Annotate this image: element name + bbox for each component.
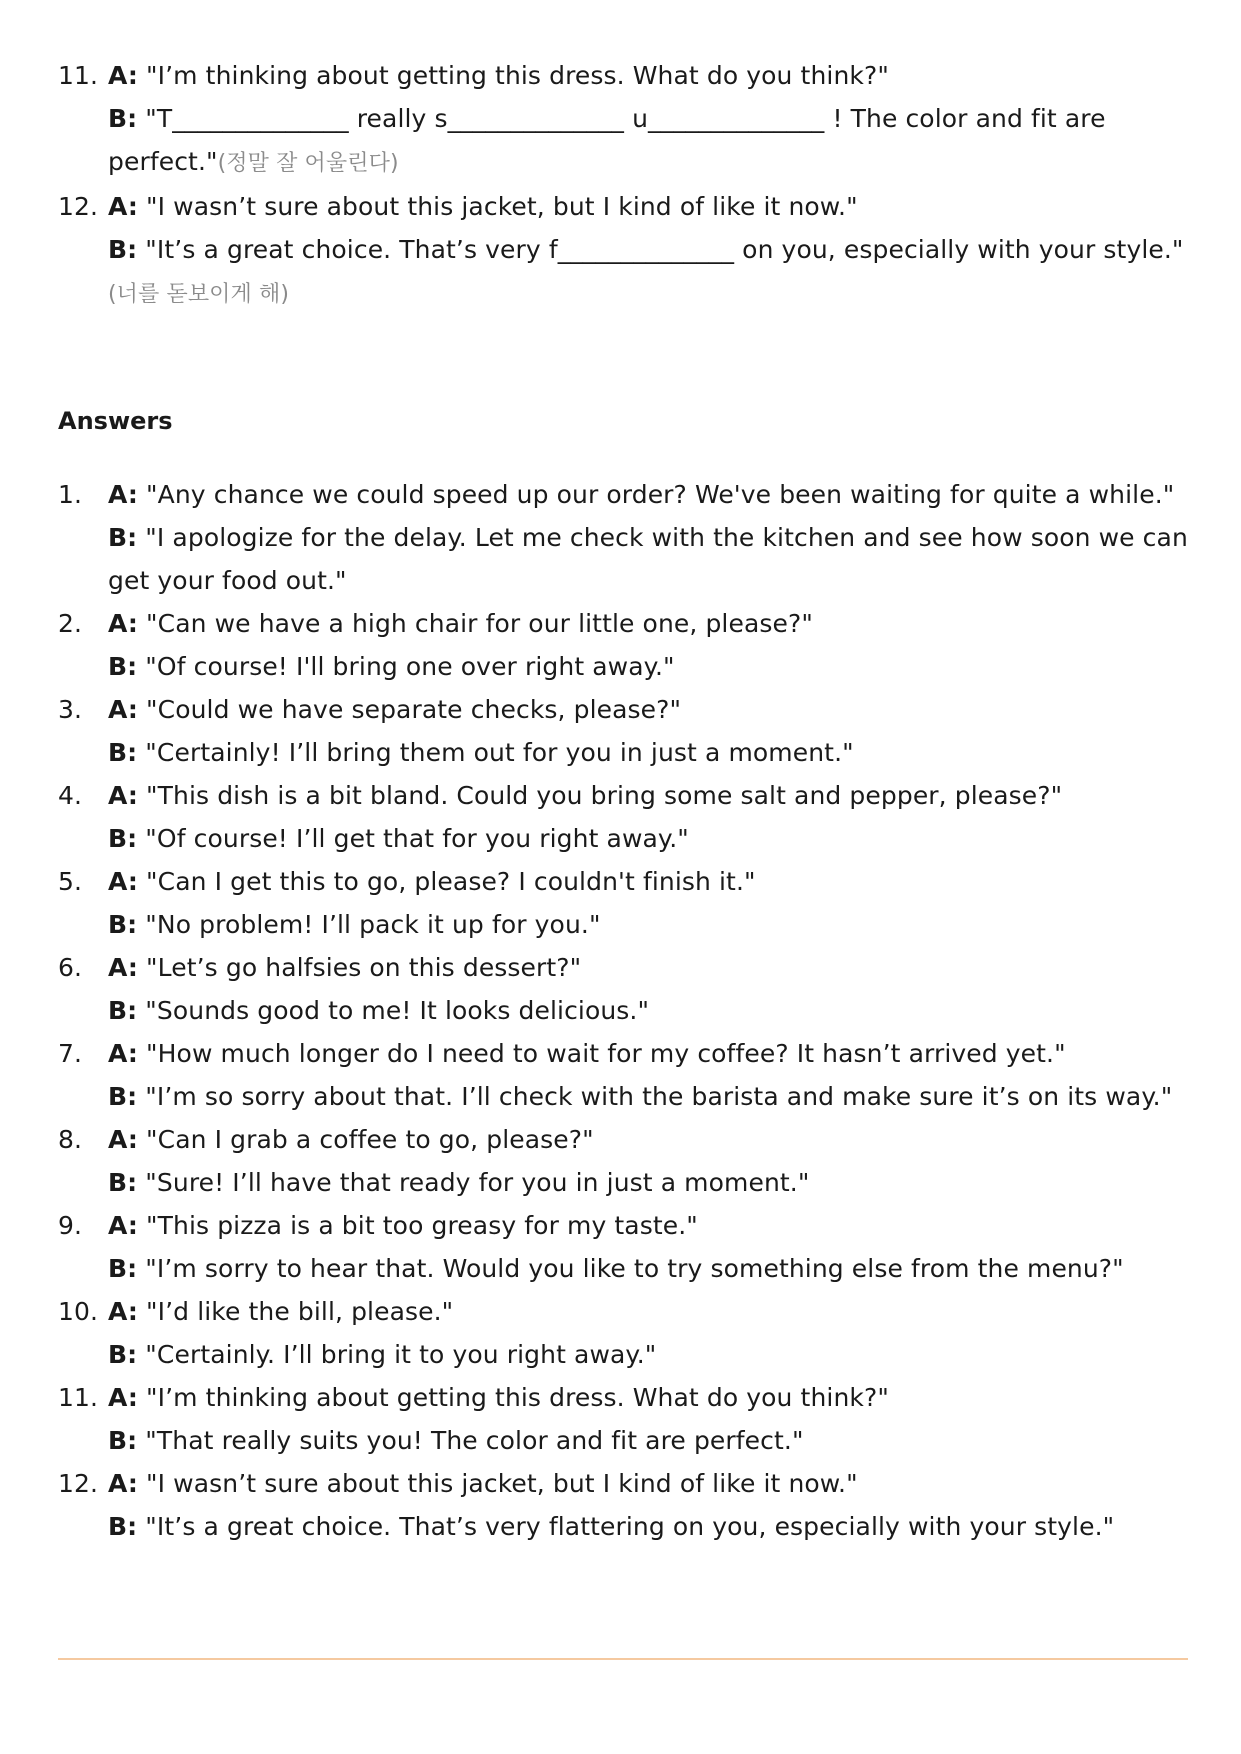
speaker-b-label: B:: [108, 1254, 138, 1283]
speaker-b-label: B:: [108, 235, 138, 264]
speaker-b-text: "That really suits you! The color and fit are perfect.": [137, 1426, 804, 1455]
speaker-a-line: [108, 1462, 1188, 1505]
speaker-b-label: B:: [108, 1168, 138, 1197]
speaker-a-label: A:: [108, 781, 139, 810]
answer-item: [58, 1032, 1188, 1118]
speaker-a-text: "I’d like the bill, please.": [138, 1297, 454, 1326]
speaker-a-label: A:: [108, 480, 139, 509]
speaker-b-line: [108, 903, 1188, 946]
speaker-a-text: "Let’s go halfsies on this dessert?": [138, 953, 582, 982]
speaker-b-line: [108, 228, 1188, 316]
speaker-b-label: B:: [108, 738, 138, 767]
speaker-a-text: "I’m thinking about getting this dress. What do you think?": [138, 61, 889, 90]
answers-list: [58, 473, 1188, 1548]
item-number: 1.: [58, 480, 83, 509]
speaker-b-label: B:: [108, 910, 138, 939]
speaker-a-text: "This pizza is a bit too greasy for my taste.": [138, 1211, 698, 1240]
speaker-b-line: [108, 1075, 1188, 1118]
speaker-b-text: "T______________ really s______________ u______________ ! The color and fit are perfect.": [108, 104, 1106, 176]
speaker-b-text: "It’s a great choice. That’s very flattering on you, especially with your style.": [137, 1512, 1115, 1541]
answer-item: [58, 602, 1188, 688]
speaker-b-line: [108, 516, 1188, 602]
speaker-b-label: B:: [108, 1512, 138, 1541]
answer-item: [58, 473, 1188, 602]
answer-item: [58, 860, 1188, 946]
speaker-a-line: [108, 1204, 1188, 1247]
speaker-a-line: [108, 946, 1188, 989]
speaker-a-label: A:: [108, 953, 139, 982]
speaker-a-line: [108, 1290, 1188, 1333]
item-number: 6.: [58, 953, 83, 982]
speaker-b-line: [108, 1247, 1188, 1290]
item-number: 7.: [58, 1039, 83, 1068]
answer-item: [58, 946, 1188, 1032]
speaker-b-line: [108, 1505, 1188, 1548]
answer-item: [58, 1118, 1188, 1204]
answer-item: [58, 688, 1188, 774]
speaker-a-label: A:: [108, 1469, 139, 1498]
speaker-b-line: [108, 97, 1188, 185]
korean-hint: (너를 돋보이게 해): [108, 282, 290, 307]
speaker-a-label: A:: [108, 1297, 139, 1326]
answer-item: [58, 1204, 1188, 1290]
speaker-a-text: "Can I get this to go, please? I couldn't finish it.": [138, 867, 756, 896]
speaker-a-text: "I wasn’t sure about this jacket, but I kind of like it now.": [138, 192, 858, 221]
speaker-a-text: "Could we have separate checks, please?": [138, 695, 682, 724]
item-number: 12.: [58, 192, 99, 221]
speaker-a-line: [108, 185, 1188, 228]
answer-item: [58, 774, 1188, 860]
speaker-b-text: "I’m so sorry about that. I’ll check with the barista and make sure it’s on its way.": [137, 1082, 1173, 1111]
speaker-b-line: [108, 817, 1188, 860]
answer-item: [58, 1290, 1188, 1376]
speaker-b-label: B:: [108, 523, 138, 552]
item-number: 11.: [58, 61, 99, 90]
speaker-b-line: [108, 645, 1188, 688]
speaker-a-line: [108, 602, 1188, 645]
speaker-b-text: "Certainly. I’ll bring it to you right away.": [137, 1340, 657, 1369]
practice-item: [58, 185, 1188, 316]
speaker-a-line: [108, 860, 1188, 903]
answer-item: [58, 1462, 1188, 1548]
speaker-a-line: [108, 688, 1188, 731]
speaker-a-label: A:: [108, 1211, 139, 1240]
speaker-a-text: "Any chance we could speed up our order? We've been waiting for quite a while.": [138, 480, 1175, 509]
speaker-b-line: [108, 989, 1188, 1032]
item-number: 3.: [58, 695, 83, 724]
speaker-b-label: B:: [108, 1082, 138, 1111]
korean-hint: (정말 잘 어울린다): [217, 151, 399, 176]
speaker-b-text: "Of course! I’ll get that for you right away.": [137, 824, 689, 853]
speaker-a-label: A:: [108, 1039, 139, 1068]
speaker-a-text: "Can I grab a coffee to go, please?": [138, 1125, 594, 1154]
speaker-b-text: "Of course! I'll bring one over right away.": [137, 652, 675, 681]
speaker-a-text: "This dish is a bit bland. Could you bring some salt and pepper, please?": [138, 781, 1063, 810]
speaker-a-text: "I wasn’t sure about this jacket, but I kind of like it now.": [138, 1469, 858, 1498]
item-number: 4.: [58, 781, 83, 810]
footer-divider: [58, 1658, 1188, 1660]
item-number: 12.: [58, 1469, 99, 1498]
speaker-a-label: A:: [108, 1383, 139, 1412]
speaker-b-text: "Sure! I’ll have that ready for you in just a moment.": [137, 1168, 810, 1197]
speaker-a-text: "How much longer do I need to wait for my coffee? It hasn’t arrived yet.": [138, 1039, 1066, 1068]
item-number: 11.: [58, 1383, 99, 1412]
speaker-b-label: B:: [108, 104, 138, 133]
speaker-b-label: B:: [108, 1340, 138, 1369]
speaker-a-line: [108, 473, 1188, 516]
speaker-b-line: [108, 1333, 1188, 1376]
speaker-a-line: [108, 1118, 1188, 1161]
speaker-a-label: A:: [108, 1125, 139, 1154]
speaker-b-text: "Sounds good to me! It looks delicious.": [137, 996, 650, 1025]
speaker-a-line: [108, 54, 1188, 97]
practice-item: [58, 54, 1188, 185]
speaker-b-text: "I apologize for the delay. Let me check with the kitchen and see how soon we can get your food out.": [108, 523, 1188, 595]
item-number: 10.: [58, 1297, 99, 1326]
item-number: 8.: [58, 1125, 83, 1154]
speaker-a-line: [108, 1376, 1188, 1419]
answers-heading: Answers: [58, 407, 173, 435]
speaker-b-text: "Certainly! I’ll bring them out for you in just a moment.": [137, 738, 854, 767]
speaker-b-line: [108, 1161, 1188, 1204]
speaker-a-label: A:: [108, 867, 139, 896]
speaker-b-text: "No problem! I’ll pack it up for you.": [137, 910, 601, 939]
practice-list: [58, 54, 1188, 316]
item-number: 2.: [58, 609, 83, 638]
speaker-b-label: B:: [108, 1426, 138, 1455]
speaker-a-line: [108, 774, 1188, 817]
speaker-a-label: A:: [108, 61, 139, 90]
speaker-a-label: A:: [108, 695, 139, 724]
speaker-b-label: B:: [108, 996, 138, 1025]
speaker-b-text: "I’m sorry to hear that. Would you like to try something else from the menu?": [137, 1254, 1124, 1283]
speaker-a-text: "Can we have a high chair for our little one, please?": [138, 609, 813, 638]
speaker-b-line: [108, 1419, 1188, 1462]
item-number: 9.: [58, 1211, 83, 1240]
speaker-b-text: "It’s a great choice. That’s very f______________ on you, especially with your style.": [137, 235, 1184, 264]
speaker-a-text: "I’m thinking about getting this dress. What do you think?": [138, 1383, 889, 1412]
speaker-a-line: [108, 1032, 1188, 1075]
speaker-b-label: B:: [108, 652, 138, 681]
speaker-a-label: A:: [108, 192, 139, 221]
speaker-b-label: B:: [108, 824, 138, 853]
answer-item: [58, 1376, 1188, 1462]
speaker-a-label: A:: [108, 609, 139, 638]
speaker-b-line: [108, 731, 1188, 774]
item-number: 5.: [58, 867, 83, 896]
